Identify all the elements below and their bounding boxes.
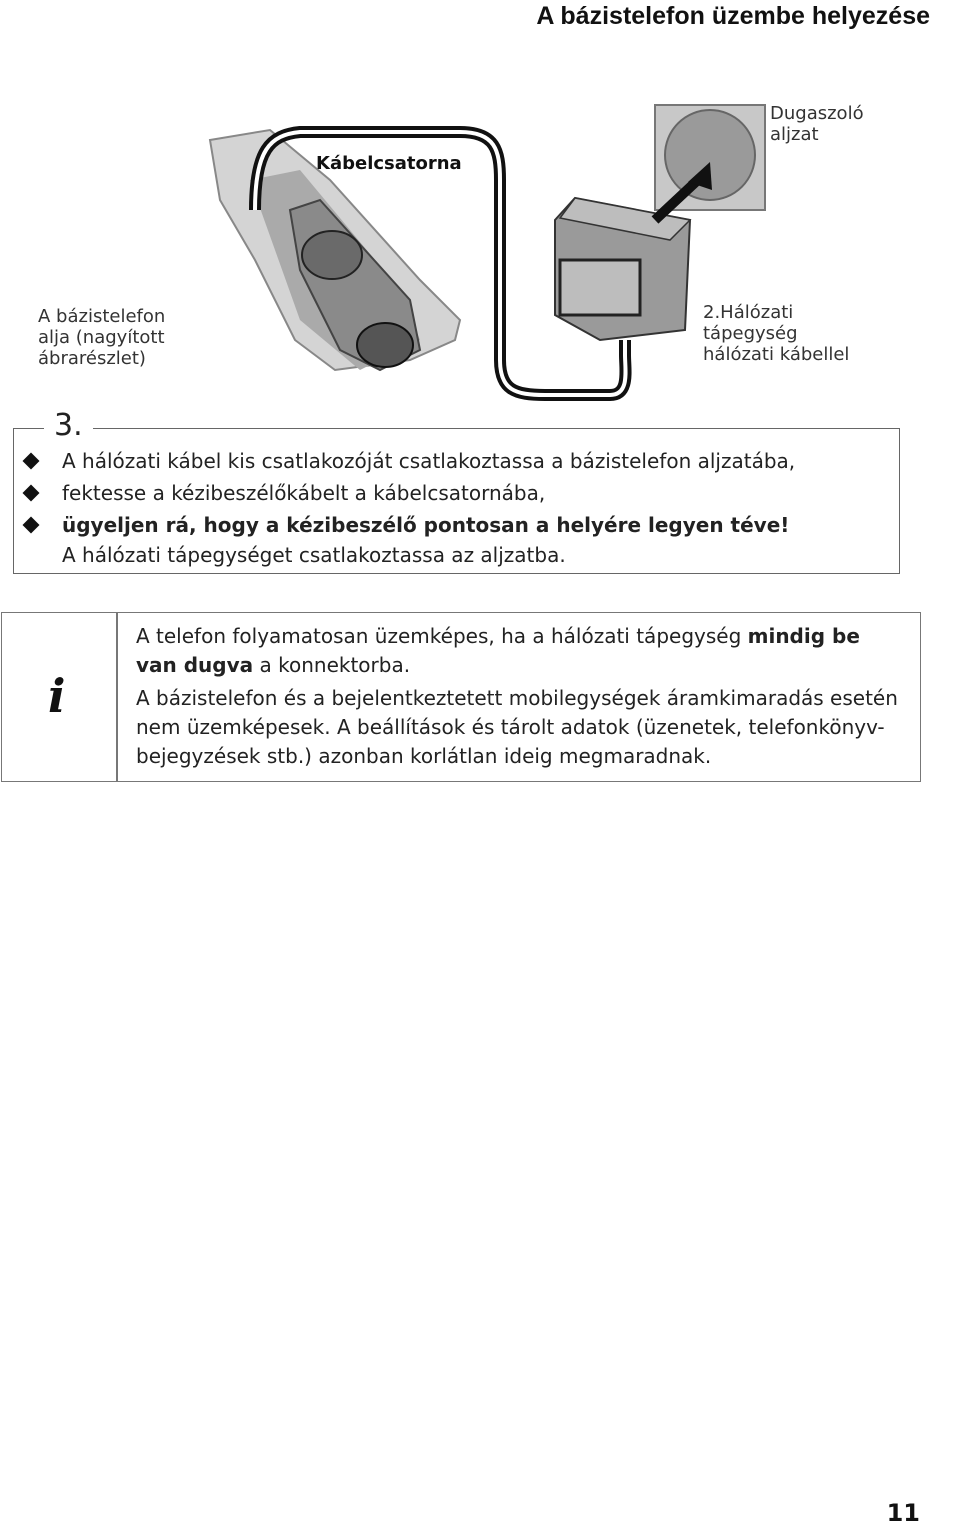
step-item [20, 447, 795, 479]
step-note: A hálózati tápegységet csatlakoztassa az aljzatba. [62, 543, 566, 567]
bullet-diamond-icon [23, 485, 40, 502]
page-header-title: A bázistelefon üzembe helyezése [536, 2, 930, 30]
step-item-text: A hálózati kábel kis csatlakozóját csatlakoztassa a bázistelefon aljzatába, [62, 449, 796, 473]
installation-figure [0, 90, 960, 410]
bullet-diamond-icon [23, 517, 40, 534]
bullet-diamond-icon [23, 453, 40, 470]
info-icon: i [48, 669, 66, 723]
info-text-part: a konnektorba. [253, 653, 411, 677]
page-number: 11 [886, 1499, 920, 1527]
info-paragraph-1 [136, 622, 906, 680]
cable-plug [357, 323, 413, 367]
label-socket: Dugaszoló aljzat [770, 103, 864, 145]
power-supply-panel [560, 260, 640, 315]
label-base-bottom: A bázistelefon alja (nagyított ábrarészlet) [38, 306, 166, 369]
connector-knob [302, 231, 362, 279]
step-item-text: fektesse a kézibeszélőkábelt a kábelcsatornába, [62, 481, 546, 505]
step-item [20, 479, 795, 511]
step-item [20, 511, 795, 543]
label-cable-channel: Kábelcsatorna [316, 153, 462, 174]
step-item-text: ügyeljen rá, hogy a kézibeszélő pontosan a helyére legyen téve! [62, 513, 790, 537]
info-text [136, 622, 906, 775]
step-number: 3. [44, 405, 93, 447]
info-text-part: A telefon folyamatosan üzemképes, ha a hálózati tápegység [136, 624, 748, 648]
step-list [20, 447, 795, 543]
info-divider [116, 612, 118, 782]
info-emphasis: mindig be van dugva [136, 624, 860, 677]
info-paragraph-2: A bázistelefon és a bejelentkeztetett mobilegységek áramkimaradás esetén nem üzemképesek. A beállítások és tárolt adatok (üzenetek, telefonkönyv-bejegyzések stb.) azonban korlátlan ideig megmaradnak. [136, 686, 898, 768]
label-power-supply: 2.Hálózati tápegység hálózati kábellel [703, 302, 850, 365]
